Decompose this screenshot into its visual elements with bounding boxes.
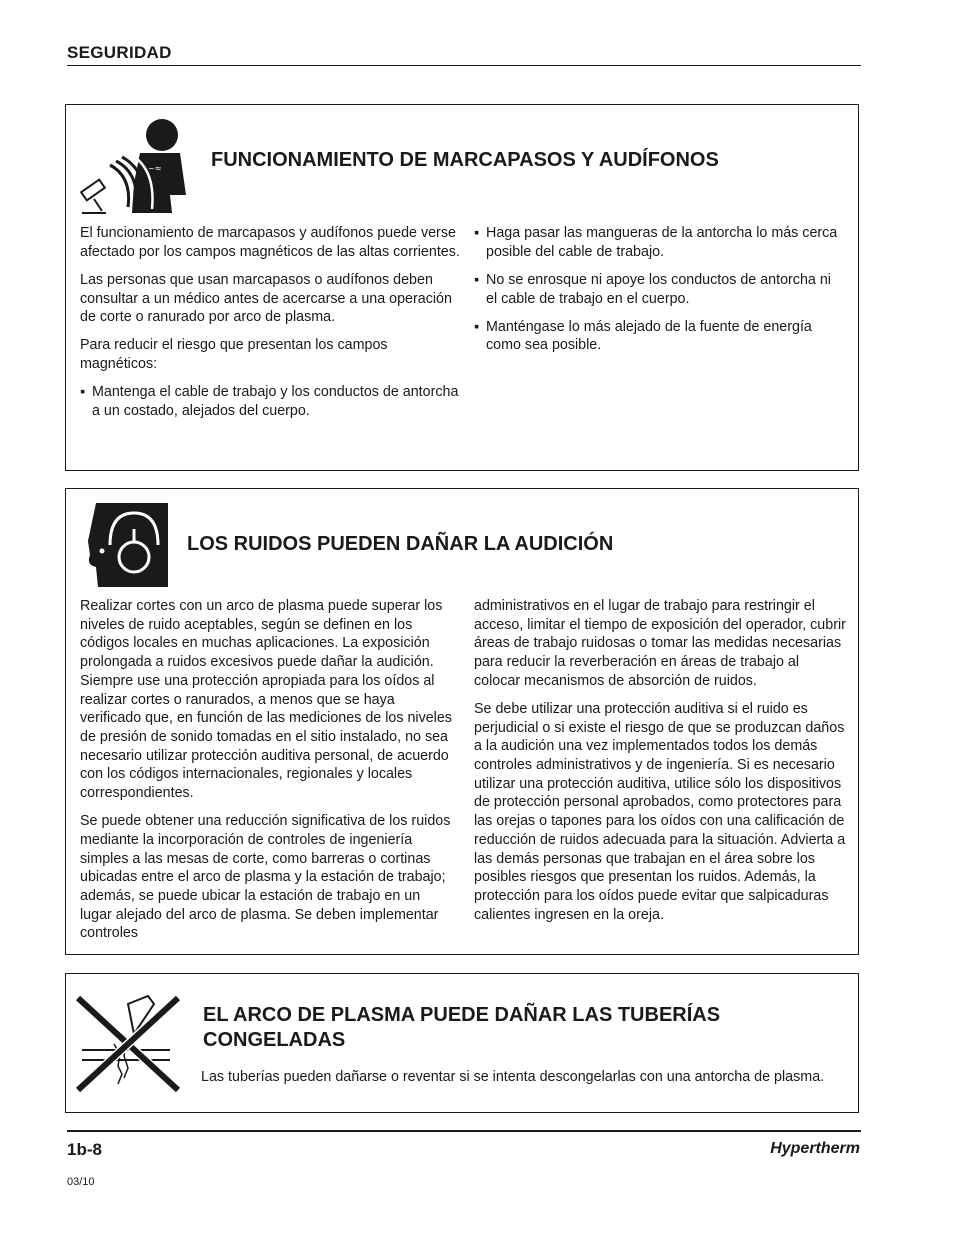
bullet-text: No se enrosque ni apoye los conductos de antorcha ni el cable de trabajo en el cuerpo. <box>486 271 831 307</box>
noise-warning-box <box>65 488 859 955</box>
frozen-pipes-title <box>203 1003 720 1053</box>
hearing-protection-icon <box>86 499 170 589</box>
bullet-marker: ▪ <box>474 225 480 241</box>
pacemaker-col2 <box>474 224 840 364</box>
bullet-text: Mantenga el cable de trabajo y los conductos de antorcha a un costado, alejados del cuerpo. <box>92 384 459 419</box>
bullet-item <box>80 383 462 420</box>
pacemaker-col1 <box>80 224 462 430</box>
paragraph: Se debe utilizar una protección auditiva si el ruido es perjudicial o si existe el riesgo de que se produzcan daños a la audición una vez implementados todos los demás controles administrativos y de ingeniería. Si es necesario utilizar una protección auditiva, utilice sólo los dispositivos de protección personal aprobados, como protectores para las orejas o tapones para los oídos con una calificación de reducción de ruidos adecuada para la situación. Advierta a las demás personas que trabajan en el área sobre los posibles riesgos que presentan los ruidos. Además, la protección para los oídos puede evitar que salpicaduras calientes ingresen en la oreja. <box>474 700 846 923</box>
bullet-text: Haga pasar las mangueras de la antorcha lo más cerca posible del cable de trabajo. <box>486 225 838 260</box>
paragraph: Se puede obtener una reducción significativa de los ruidos mediante la incorporación de controles de ingeniería simples a las mesas de corte, como barreras o cortinas ubicadas entre el arco de plasma y la estación de trabajo; además, se puede ubicar la estación de trabajo en un lugar alejado del arco de plasma. Se deben implementar controles <box>80 813 451 942</box>
paragraph: Las personas que usan marcapasos o audífonos deben consultar a un médico antes de acercarse a una operación de corte o ranurado por arco de plasma. <box>80 271 452 326</box>
bullet-item <box>474 224 840 261</box>
bullet-item <box>474 271 840 308</box>
revision-date: 03/10 <box>67 1176 95 1188</box>
bullet-marker: ▪ <box>474 318 480 335</box>
pacemaker-warning-icon <box>80 113 190 217</box>
bullet-item <box>474 318 840 355</box>
paragraph: El funcionamiento de marcapasos y audífonos puede verse afectado por los campos magnéticos de las altas corrientes. <box>80 225 460 260</box>
noise-col1 <box>80 597 454 952</box>
page-number: 1b-8 <box>67 1140 102 1159</box>
svg-text:~≈: ~≈ <box>148 164 162 173</box>
title-line: CONGELADAS <box>203 1029 346 1051</box>
frozen-pipe-prohibited-icon <box>74 994 186 1094</box>
noise-col2 <box>474 597 846 934</box>
pacemaker-title: FUNCIONAMIENTO DE MARCAPASOS Y AUDÍFONOS <box>211 149 719 171</box>
frozen-pipes-body: Las tuberías pueden dañarse o reventar si se intenta descongelarlas con una antorcha de plasma. <box>201 1069 825 1085</box>
paragraph: Realizar cortes con un arco de plasma puede superar los niveles de ruido aceptables, según se definen en los códigos locales en muchas aplicaciones. La exposición prolongada a ruidos excesivos puede dañar la audición. Siempre use una protección apropiada para los oídos al realizar cortes o ranurados, a menos que se haya verificado que, en función de las mediciones de los niveles de presión de sonido tomadas en el sitio instalado, no sea necesario utilizar protección auditiva personal, de acuerdo con los códigos internacionales, regionales y locales correspondientes. <box>80 598 452 802</box>
noise-title: LOS RUIDOS PUEDEN DAÑAR LA AUDICIÓN <box>187 533 614 555</box>
paragraph: Para reducir el riesgo que presentan los campos magnéticos: <box>80 337 388 372</box>
brand-logo: Hypertherm <box>770 1140 860 1157</box>
bullet-marker: ▪ <box>80 384 86 401</box>
paragraph: administrativos en el lugar de trabajo para restringir el acceso, limitar el tiempo de exposición del operador, cubrir áreas de trabajo ruidosas o tomar las medidas necesarias para reducir la reverberación en áreas de trabajo al colocar mecanismos de absorción de ruidos. <box>474 598 846 689</box>
section-header: SEGURIDAD <box>67 43 172 62</box>
pacemaker-warning-box <box>65 104 859 471</box>
footer-rule <box>67 1130 861 1132</box>
bullet-text: Manténgase lo más alejado de la fuente de energía como sea posible. <box>486 318 812 354</box>
header-rule <box>67 65 861 66</box>
frozen-pipes-warning-box <box>65 973 859 1113</box>
title-line: EL ARCO DE PLASMA PUEDE DAÑAR LAS TUBERÍAS <box>203 1004 721 1026</box>
bullet-marker: ▪ <box>474 271 480 288</box>
